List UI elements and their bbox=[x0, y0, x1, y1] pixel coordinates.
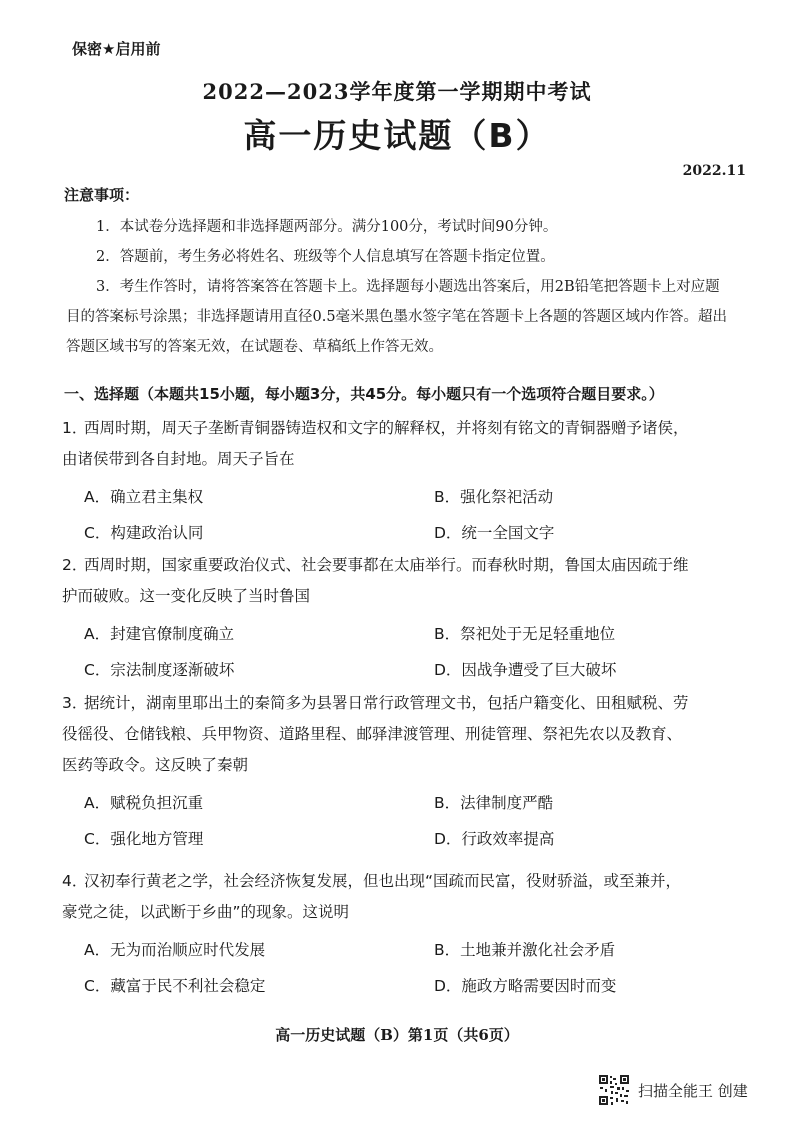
question-stem bbox=[62, 550, 748, 581]
exam-name: 2022—2023学年度第一学期期中考试 bbox=[202, 79, 592, 104]
option-c: C．构建政治认同 bbox=[84, 524, 204, 542]
exam-date: 2022.11 bbox=[682, 163, 746, 179]
stem-line: 据统计，湖南里耶出土的秦简多为县署日常行政管理文书，包括户籍变化、田租赋税、劳 bbox=[84, 694, 689, 712]
scanner-label: 扫描全能王 创建 bbox=[638, 1081, 748, 1100]
confidential-label: 保密★启用前 bbox=[72, 40, 161, 58]
question-number: 4． bbox=[62, 872, 88, 890]
scanner-watermark bbox=[598, 1074, 748, 1106]
option-a: A．无为而治顺应时代发展 bbox=[84, 941, 266, 959]
stem-line: 护而破败。这一变化反映了当时鲁国 bbox=[62, 587, 311, 605]
question-stem bbox=[62, 688, 748, 719]
notes-list bbox=[66, 212, 734, 362]
option-a: A．确立君主集权 bbox=[84, 488, 204, 506]
question-number: 2． bbox=[62, 556, 88, 574]
note-item: 2．答题前，考生务必将姓名、班级等个人信息填写在答题卡指定位置。 bbox=[96, 249, 555, 265]
option-a: A．封建官僚制度确立 bbox=[84, 625, 235, 643]
stem-line: 西周时期，周天子垄断青铜器铸造权和文字的解释权，并将刻有铭文的青铜器赠予诸侯， bbox=[84, 419, 689, 437]
page-footer: 高一历史试题（B）第1页（共6页） bbox=[275, 1026, 519, 1044]
note-item: 3．考生作答时，请将答案答在答题卡上。选择题每小题选出答案后，用2B铅笔把答题卡上对应题目的答案标号涂黑；非选择题请用直径0.5毫米黑色墨水签字笔在答题卡上各题的答题区域内作答。超出答题区域书写的答案无效，在试题卷、草稿纸上作答无效。 bbox=[66, 279, 728, 355]
note-item: 1．本试卷分选择题和非选择题两部分。满分100分，考试时间90分钟。 bbox=[96, 219, 558, 235]
question-4 bbox=[62, 866, 748, 999]
option-d: D．行政效率提高 bbox=[434, 830, 555, 848]
option-b: B．法律制度严酷 bbox=[434, 794, 554, 812]
question-number: 1． bbox=[62, 419, 88, 437]
section-heading: 一、选择题（本题共15小题，每小题3分，共45分。每小题只有一个选项符合题目要求。） bbox=[64, 385, 664, 403]
option-c: C．强化地方管理 bbox=[84, 830, 204, 848]
stem-line: 汉初奉行黄老之学，社会经济恢复发展，但也出现“国疏而民富，役财骄溢，或至兼并， bbox=[84, 872, 682, 890]
question-3 bbox=[62, 688, 748, 852]
question-2 bbox=[62, 550, 748, 683]
notes-heading: 注意事项： bbox=[64, 186, 140, 204]
option-b: B．土地兼并激化社会矛盾 bbox=[434, 941, 616, 959]
option-d: D．统一全国文字 bbox=[434, 524, 555, 542]
stem-line: 役徭役、仓储钱粮、兵甲物资、道路里程、邮驿津渡管理、刑徒管理、祭祀先农以及教育、 bbox=[62, 725, 683, 743]
stem-line: 西周时期，国家重要政治仪式、社会要事都在太庙举行。而春秋时期，鲁国太庙因疏于维 bbox=[84, 556, 689, 574]
options-grid bbox=[62, 937, 748, 999]
question-stem bbox=[62, 866, 748, 897]
options-grid bbox=[62, 790, 748, 852]
option-d: D．施政方略需要因时而变 bbox=[434, 977, 617, 995]
question-1 bbox=[62, 413, 748, 546]
paper-title: 高一历史试题（B） bbox=[243, 116, 551, 155]
option-d: D．因战争遭受了巨大破坏 bbox=[434, 661, 617, 679]
stem-line: 豪党之徒，以武断于乡曲”的现象。这说明 bbox=[62, 903, 350, 921]
stem-line: 医药等政令。这反映了秦朝 bbox=[62, 756, 249, 774]
qr-code-icon bbox=[598, 1074, 630, 1106]
option-b: B．祭祀处于无足轻重地位 bbox=[434, 625, 616, 643]
options-grid bbox=[62, 484, 748, 546]
option-c: C．藏富于民不利社会稳定 bbox=[84, 977, 266, 995]
option-a: A．赋税负担沉重 bbox=[84, 794, 204, 812]
question-stem bbox=[62, 413, 748, 444]
question-number: 3． bbox=[62, 694, 88, 712]
option-b: B．强化祭祀活动 bbox=[434, 488, 554, 506]
option-c: C．宗法制度逐渐破坏 bbox=[84, 661, 235, 679]
stem-line: 由诸侯带到各自封地。周天子旨在 bbox=[62, 450, 295, 468]
options-grid bbox=[62, 621, 748, 683]
